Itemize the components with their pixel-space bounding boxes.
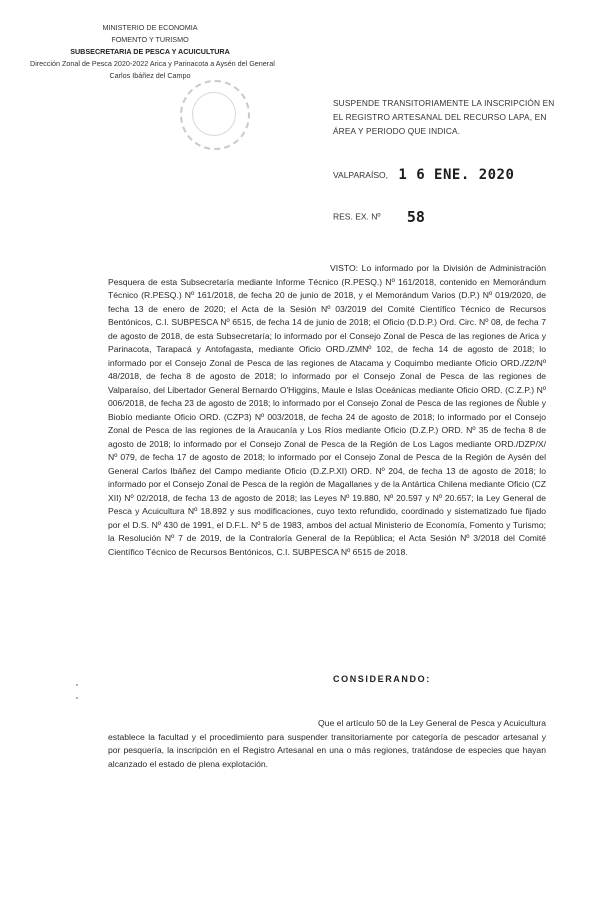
considerando-paragraph-1: Que el artículo 50 de la Ley General de Pesca y Acuicultura establece la facultad y el procedimiento para suspender transitoriamente por categoría de pescador artesanal y por pesquería, la inscripción en el Registro Artesanal en una o más regiones, tratándose de especies que hayan alcanzado el estado de plena explotación. <box>108 718 546 769</box>
letterhead <box>30 22 275 82</box>
place-name: VALPARAÍSO, <box>333 170 388 180</box>
place-date-line <box>333 167 514 183</box>
resolution-number: 58 <box>406 208 425 226</box>
scan-speck <box>76 697 78 699</box>
considerando-heading: CONSIDERANDO: <box>333 674 431 684</box>
faded-seal-stamp <box>180 80 250 150</box>
resolution-label: RES. EX. Nº <box>333 211 381 222</box>
subsecretaria-name: SUBSECRETARIA DE PESCA Y ACUICULTURA <box>70 47 230 56</box>
direccion-zonal-line-2: Carlos Ibáñez del Campo <box>109 71 191 80</box>
stamped-date: 1 6 ENE. 2020 <box>398 167 515 183</box>
direccion-zonal: Dirección Zonal de Pesca 2020-2022 Arica y Parinacota a Aysén del General <box>30 59 275 68</box>
ministry-name-line-2: FOMENTO Y TURISMO <box>111 35 189 44</box>
visto-paragraph: VISTO: Lo informado por la División de Administración Pesquera de esta Subsecretaría mediante Informe Técnico (R.PESQ.) Nº 161/2018, contenido en Memorándum Técnico (R.PESQ.) Nº 161/2018, de fecha 20 de junio de 2018, y el Memorándum Varios (D.P.) Nº 019/2020, de fecha 13 de enero de 2020; el Acta de la Sesión Nº 03/2019 del Comité Científico Técnico de Recursos Bentónicos, C.I. SUBPESCA Nº 6515, de fecha 14 de junio de 2018; el Oficio (D.D.P.) Ord. Circ. Nº 08, de fecha 7 de agosto de 2018, de esta Subsecretaría; lo informado por el Consejo Zonal de Pesca de las regiones de Arica y Parinacota, Tarapacá y Antofagasta, mediante Oficio ORD./ZMNº 102, de fecha 14 de agosto de 2018; lo informado por el Consejo Zonal de Pesca de las regiones de Atacama y Coquimbo mediante Oficio ORD./Z2/Nº 48/2018, de fecha 8 de agosto de 2018; lo informado por el Consejo Zonal de Pesca de las regiones de Valparaíso, del Libertador General Bernardo O'Higgins, Maule e Islas Oceánicas mediante Oficio ORD. (C.Z.P.) Nº 006/2018, de fecha 23 de agosto de 2018; lo informado por el Consejo Zonal de Pesca de las regiones de Ñuble y Biobío mediante Oficio ORD. (CZP3) Nº 003/2018, de fecha 24 de agosto de 2018; lo informado por el Consejo Zonal de Pesca de las regiones de la Araucanía y Los Ríos mediante Oficio (D.Z.P.) ORD. Nº 35 de fecha 8 de agosto de 2018; lo informado por el Consejo Zonal de Pesca de la Región de Los Lagos mediante ORD./DZP/X/ Nº 079, de fecha 17 de agosto de 2018; lo informado por el Consejo Zonal de Pesca de la Región de Aysén del General Carlos Ibáñez del Campo mediante Oficio (D.Z.P.XI) ORD. Nº 204, de fecha 13 de agosto de 2018; lo informado por el Consejo Zonal de Pesca de la región de Magallanes y de la Antártica Chilena mediante Oficio (CZ XII) Nº 02/2018, de fecha 13 de agosto de 2018; las Leyes Nº 19.880, Nº 20.597 y Nº 20.657; la Ley General de Pesca y Acuicultura Nº 18.892 y sus modificaciones, cuyo texto refundido, coordinado y sistematizado fue fijado por el D.S. Nº 430 de 1991, el D.F.L. Nº 5 de 1983, ambos del actual Ministerio de Economía, Fomento y Turismo; la Resolución Nº 7 de 2019, de la Contraloría General de la República; el Acta Sesión Nº 3/2018 del Comité Científico Técnico de Recursos Bentónicos, C.I. SUBPESCA Nº 6515 de 2018. <box>108 263 546 557</box>
scan-speck <box>76 684 78 686</box>
ministry-name: MINISTERIO DE ECONOMIA <box>102 23 198 32</box>
resolution-subject: SUSPENDE TRANSITORIAMENTE LA INSCRIPCIÓN EN EL REGISTRO ARTESANAL DEL RECURSO LAPA, EN ÁREA Y PERIODO QUE INDICA. <box>333 98 555 136</box>
resolution-number-line <box>333 208 425 226</box>
